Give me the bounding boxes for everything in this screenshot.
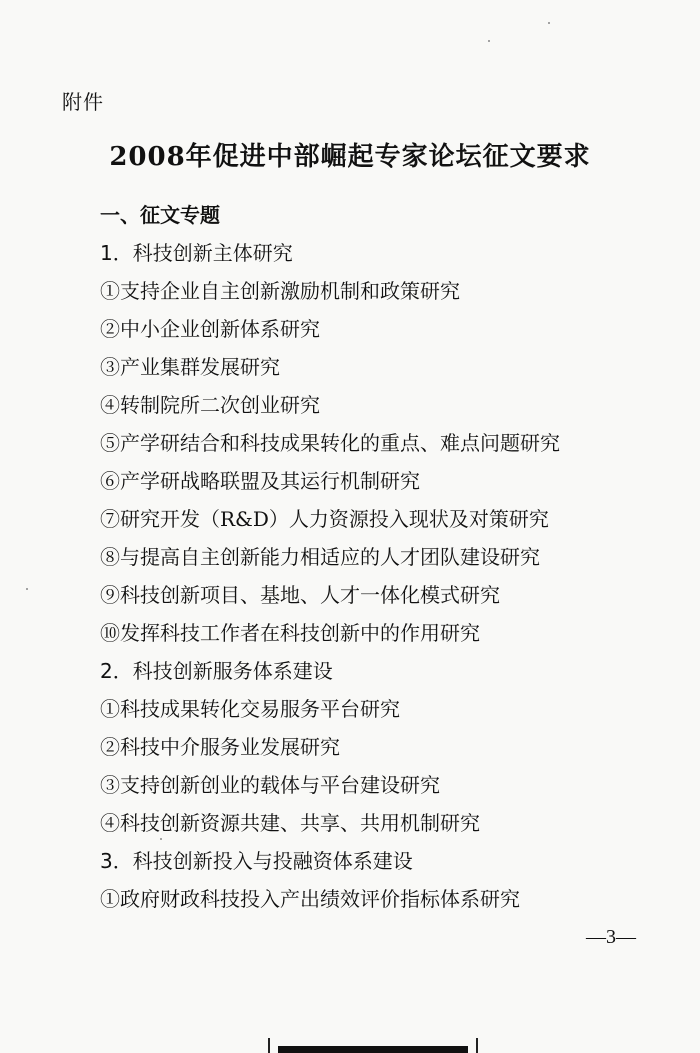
list-item: ⑦研究开发（R&D）人力资源投入现状及对策研究 — [100, 507, 549, 531]
list-item: ②科技中介服务业发展研究 — [100, 735, 340, 759]
list-item: ④转制院所二次创业研究 — [100, 393, 320, 417]
topic-list — [100, 196, 680, 918]
list-item: ④科技创新资源共建、共享、共用机制研究 — [100, 811, 480, 835]
list-item: ①政府财政科技投入产出绩效评价指标体系研究 — [100, 887, 520, 911]
attachment-label: 附件 — [62, 90, 104, 114]
binding-mark-left — [268, 1038, 270, 1053]
subsection-heading: 3．科技创新投入与投融资体系建设 — [100, 849, 413, 873]
binding-mark-right — [476, 1038, 478, 1053]
page-title: 2008年促进中部崛起专家论坛征文要求 — [109, 142, 591, 172]
list-item: ①支持企业自主创新激励机制和政策研究 — [100, 279, 460, 303]
scan-speck — [488, 40, 490, 42]
page-number: —3— — [586, 926, 636, 948]
list-item: ⑤产学研结合和科技成果转化的重点、难点问题研究 — [100, 431, 560, 455]
list-item: ①科技成果转化交易服务平台研究 — [100, 697, 400, 721]
section-heading: 一、征文专题 — [100, 203, 220, 227]
scan-speck — [26, 588, 28, 590]
list-item: ③支持创新创业的载体与平台建设研究 — [100, 773, 440, 797]
list-item: ⑧与提高自主创新能力相适应的人才团队建设研究 — [100, 545, 540, 569]
subsection-heading: 1．科技创新主体研究 — [100, 241, 293, 265]
scan-speck — [160, 838, 162, 840]
list-item: ②中小企业创新体系研究 — [100, 317, 320, 341]
list-item: ⑨科技创新项目、基地、人才一体化模式研究 — [100, 583, 500, 607]
subsection-heading: 2．科技创新服务体系建设 — [100, 659, 333, 683]
list-item: ③产业集群发展研究 — [100, 355, 280, 379]
scan-speck — [548, 22, 550, 24]
list-item: ⑥产学研战略联盟及其运行机制研究 — [100, 469, 420, 493]
list-item: ⑩发挥科技工作者在科技创新中的作用研究 — [100, 621, 480, 645]
binding-bar — [278, 1046, 468, 1053]
